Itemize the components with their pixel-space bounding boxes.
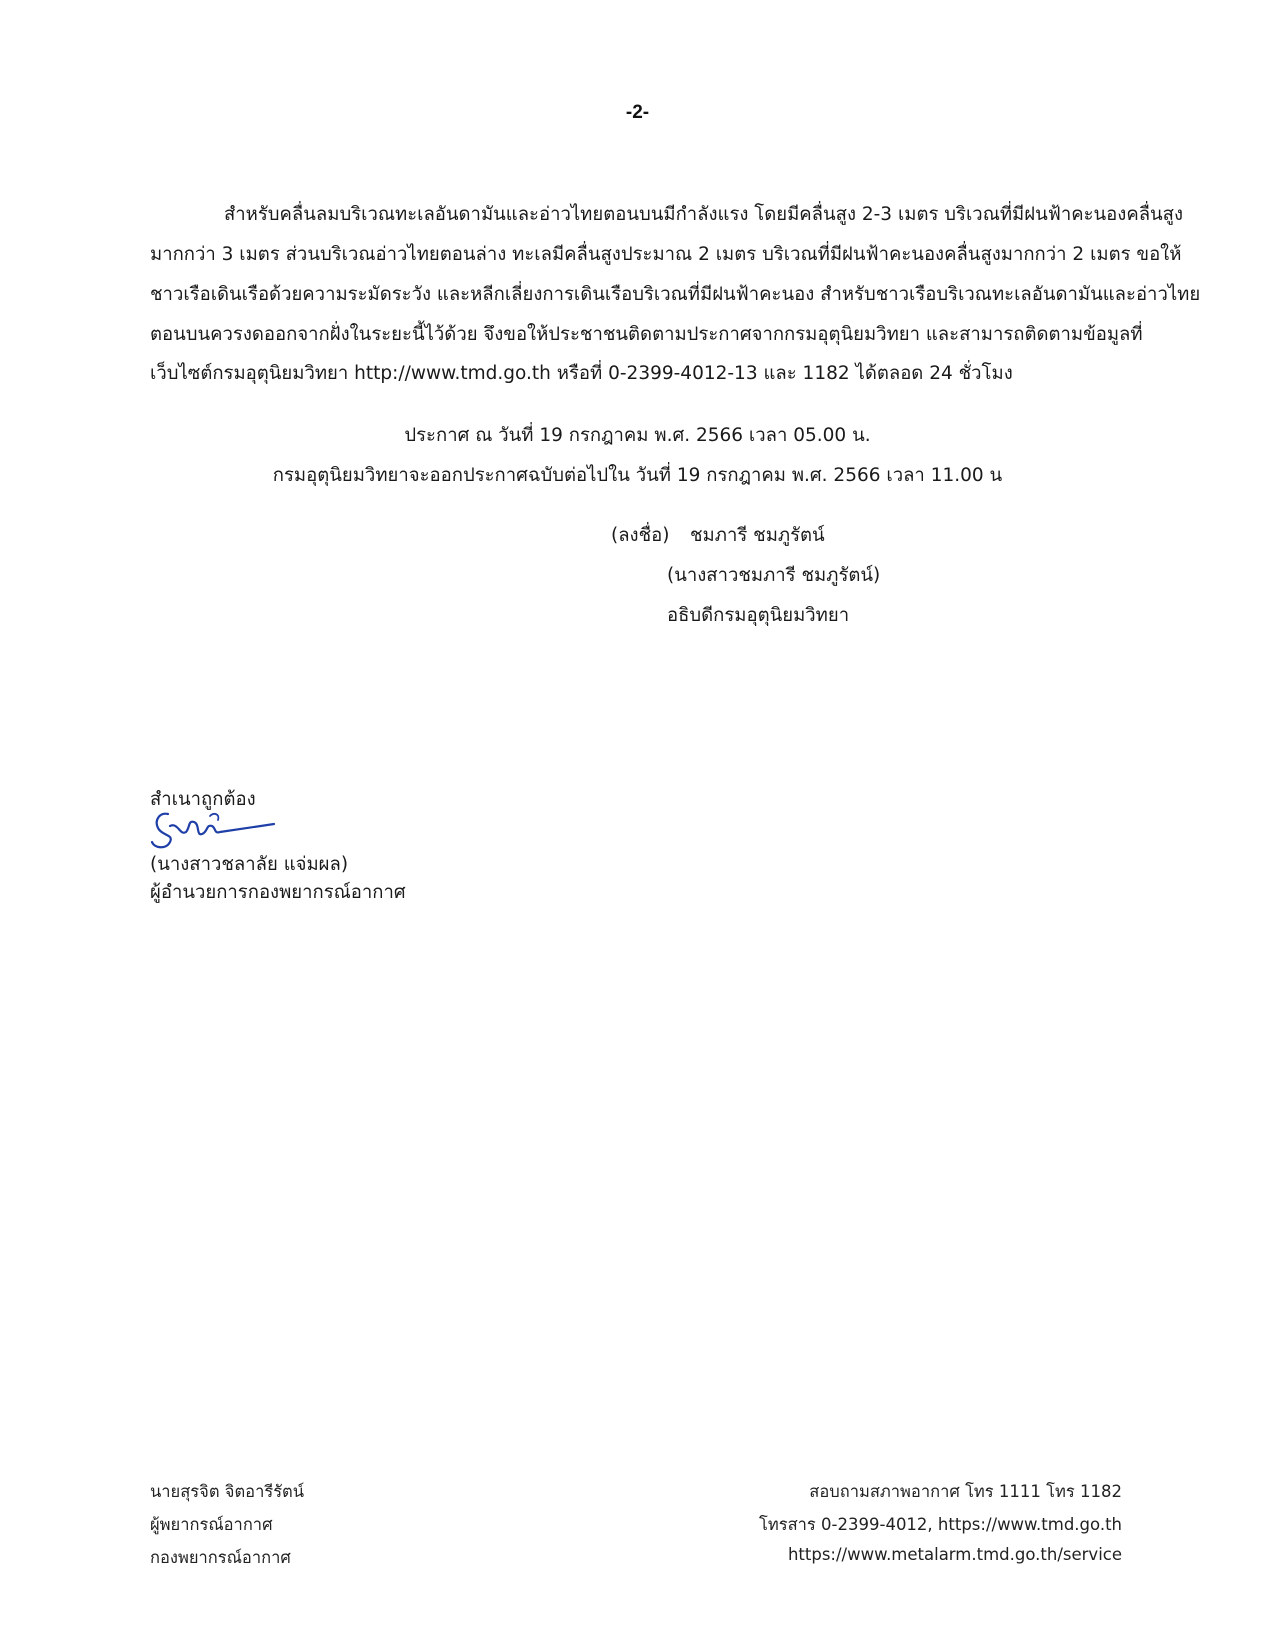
issue-date-line: ประกาศ ณ วันที่ 19 กรกฎาคม พ.ศ. 2566 เวลา 05.00 น. <box>404 425 871 446</box>
certified-copy-position: ผู้อำนวยการกองพยากรณ์อากาศ <box>150 882 406 903</box>
paragraph-line: เว็บไซต์กรมอุตุนิยมวิทยา http://www.tmd.go.th หรือที่ 0-2399-4012-13 และ 1182 ได้ตลอด 24 ชั่วโมง <box>150 363 1013 384</box>
signatory-full-name: (นางสาวชมภารี ชมภูรัตน์) <box>667 565 881 586</box>
next-issue-line: กรมอุตุนิยมวิทยาจะออกประกาศฉบับต่อไปใน วันที่ 19 กรกฎาคม พ.ศ. 2566 เวลา 11.00 น <box>272 465 1003 486</box>
contact-service-link: https://www.metalarm.tmd.go.th/service <box>787 1545 1122 1564</box>
paragraph-line: มากกว่า 3 เมตร ส่วนบริเวณอ่าวไทยตอนล่าง ทะเลมีคลื่นสูงประมาณ 2 เมตร บริเวณที่มีฝนฟ้าคะนองคลื่นสูงมากกว่า 2 เมตร ขอให้ <box>150 244 1182 265</box>
signed-name: ชมภารี ชมภูรัตน์ <box>690 525 825 546</box>
forecaster-role: ผู้พยากรณ์อากาศ <box>150 1515 273 1534</box>
forecaster-division: กองพยากรณ์อากาศ <box>150 1548 291 1567</box>
certified-copy-label: สำเนาถูกต้อง <box>150 789 256 810</box>
certified-copy-name: (นางสาวชลาลัย แจ่มผล) <box>150 854 349 875</box>
page-number: -2- <box>625 102 650 123</box>
paragraph-line: ชาวเรือเดินเรือด้วยความระมัดระวัง และหลีกเลี่ยงการเดินเรือบริเวณที่มีฝนฟ้าคะนอง สำหรับชาวเรือบริเวณทะเลอันดามันและอ่าวไทย <box>150 284 1201 305</box>
contact-phone: สอบถามสภาพอากาศ โทร 1111 โทร 1182 <box>809 1482 1122 1501</box>
paragraph-line: สำหรับคลื่นลมบริเวณทะเลอันดามันและอ่าวไทยตอนบนมีกำลังแรง โดยมีคลื่นสูง 2-3 เมตร บริเวณที่มีฝนฟ้าคะนองคลื่นสูง <box>224 204 1184 225</box>
contact-fax-website: โทรสาร 0-2399-4012, https://www.tmd.go.th <box>759 1515 1122 1534</box>
paragraph-line: ตอนบนควรงดออกจากฝั่งในระยะนี้ไว้ด้วย จึงขอให้ประชาชนติดตามประกาศจากกรมอุตุนิยมวิทยา และสามารถติดตามข้อมูลที่ <box>150 324 1143 345</box>
signed-prefix: (ลงชื่อ) <box>611 525 670 546</box>
forecaster-name: นายสุรจิต จิตอารีรัตน์ <box>150 1482 305 1501</box>
signatory-position: อธิบดีกรมอุตุนิยมวิทยา <box>667 605 850 626</box>
